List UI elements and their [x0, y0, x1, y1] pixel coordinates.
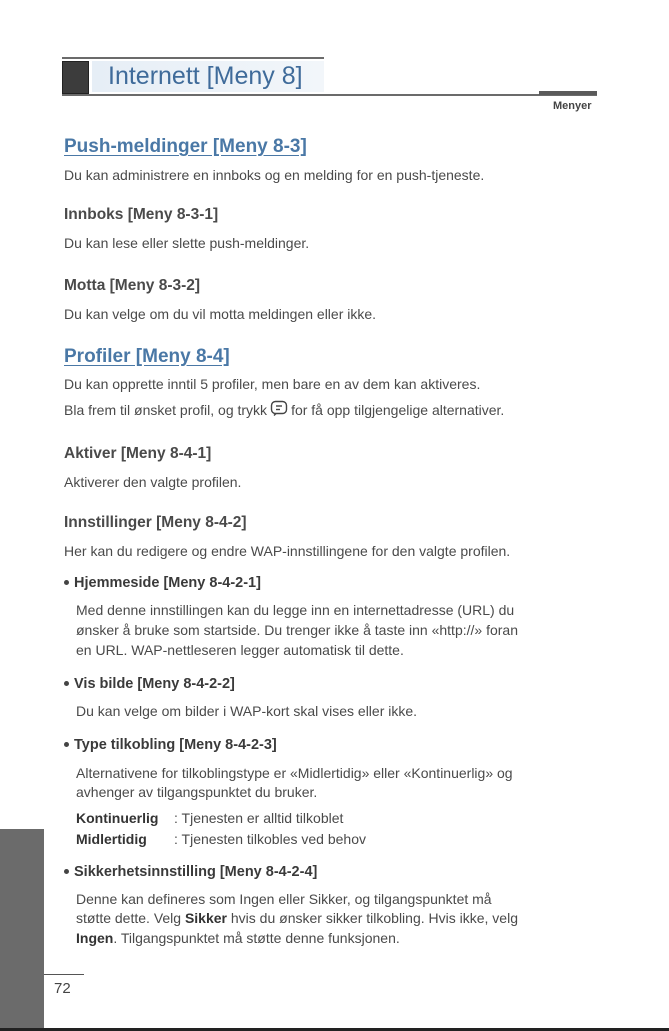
section-label: Menyer: [553, 100, 592, 112]
paragraph-vis-bilde: Du kan velge om bilder i WAP-kort skal vises eller ikke.: [76, 703, 418, 719]
option-term: Midlertidig: [76, 831, 147, 847]
side-tab-marker: [0, 829, 44, 1031]
header-square-icon: [62, 61, 89, 94]
subheading-type-tilkobling-text: Type tilkobling [Meny 8-4-2-3]: [74, 737, 277, 753]
subheading-sikkerhet: [64, 864, 317, 880]
subheading-vis-bilde-text: Vis bilde [Meny 8-4-2-2]: [74, 676, 235, 692]
option-term: Kontinuerlig: [76, 810, 159, 826]
bullet-icon: [64, 580, 69, 585]
profiler-line2-start: Bla frem til ønsket profil, og trykk: [64, 402, 268, 418]
heading-innstillinger: Innstillinger [Meny 8-4-2]: [64, 514, 247, 531]
option-desc: : Tjenesten tilkobles ved behov: [174, 831, 366, 847]
subheading-sikkerhet-text: Sikkerhetsinnstilling [Meny 8-4-2-4]: [74, 864, 318, 880]
paragraph-hjemmeside-line3: en URL. WAP-nettleseren legger automatisk til dette.: [76, 642, 404, 658]
heading-push-meldinger: Push-meldinger [Meny 8-3]: [64, 136, 307, 157]
header-rule-accent: [539, 91, 597, 95]
paragraph-innstillinger: Her kan du redigere og endre WAP-innstillingene for den valgte profilen.: [64, 543, 511, 559]
profiler-line2-end: for få opp tilgjengelige alternativer.: [291, 402, 505, 418]
text-span: støtte dette. Velg: [76, 910, 185, 926]
heading-innboks: Innboks [Meny 8-3-1]: [64, 206, 219, 223]
text-span: hvis du ønsker sikker tilkobling. Hvis ikke, velg: [227, 910, 518, 926]
heading-profiler: Profiler [Meny 8-4]: [64, 346, 230, 367]
bullet-icon: [64, 742, 69, 747]
paragraph-aktiver: Aktiverer den valgte profilen.: [64, 474, 242, 490]
option-midlertidig: [76, 829, 366, 849]
paragraph-sikkerhet-line1: Denne kan defineres som Ingen eller Sikker, og tilgangspunktet må: [76, 891, 492, 907]
page-number-rule: [44, 974, 84, 975]
paragraph-type-line1: Alternativene for tilkoblingstype er «Midlertidig» eller «Kontinuerlig» og: [76, 765, 513, 781]
softkey-menu-icon: [270, 400, 288, 421]
paragraph-sikkerhet-line2: [76, 908, 518, 928]
bullet-icon: [64, 681, 69, 686]
heading-aktiver: Aktiver [Meny 8-4-1]: [64, 445, 212, 462]
option-kontinuerlig: [76, 808, 343, 828]
subheading-hjemmeside: [64, 575, 261, 591]
paragraph-type-line2: avhenger av tilgangspunktet du bruker.: [76, 784, 318, 800]
page-title: Internett [Meny 8]: [108, 62, 303, 90]
text-span: . Tilgangspunktet må støtte denne funksjonen.: [113, 930, 400, 946]
subheading-type-tilkobling: [64, 737, 277, 753]
paragraph-motta: Du kan velge om du vil motta meldingen eller ikke.: [64, 306, 377, 322]
paragraph-hjemmeside-line2: ønsker å bruke som startside. Du trenger ikke å taste inn «http://» foran: [76, 622, 518, 638]
page-number: 72: [54, 980, 71, 997]
option-desc: : Tjenesten er alltid tilkoblet: [174, 810, 344, 826]
emphasis-ingen: Ingen: [76, 930, 114, 946]
emphasis-sikker: Sikker: [184, 910, 227, 926]
paragraph-sikkerhet-line3: [76, 928, 400, 948]
paragraph-profiler-line2: [64, 400, 504, 422]
paragraph-hjemmeside-line1: Med denne innstillingen kan du legge inn en internettadresse (URL) du: [76, 602, 515, 618]
subheading-hjemmeside-text: Hjemmeside [Meny 8-4-2-1]: [74, 575, 261, 591]
heading-motta: Motta [Meny 8-3-2]: [64, 277, 201, 294]
paragraph-profiler-line1: Du kan opprette inntil 5 profiler, men bare en av dem kan aktiveres.: [64, 376, 481, 392]
header-top-line: [62, 57, 324, 59]
header-rule: [62, 94, 597, 96]
paragraph-innboks: Du kan lese eller slette push-meldinger.: [64, 235, 310, 251]
paragraph-push-meldinger: Du kan administrere en innboks og en melding for en push-tjeneste.: [64, 167, 485, 183]
bullet-icon: [64, 869, 69, 874]
subheading-vis-bilde: [64, 676, 235, 692]
